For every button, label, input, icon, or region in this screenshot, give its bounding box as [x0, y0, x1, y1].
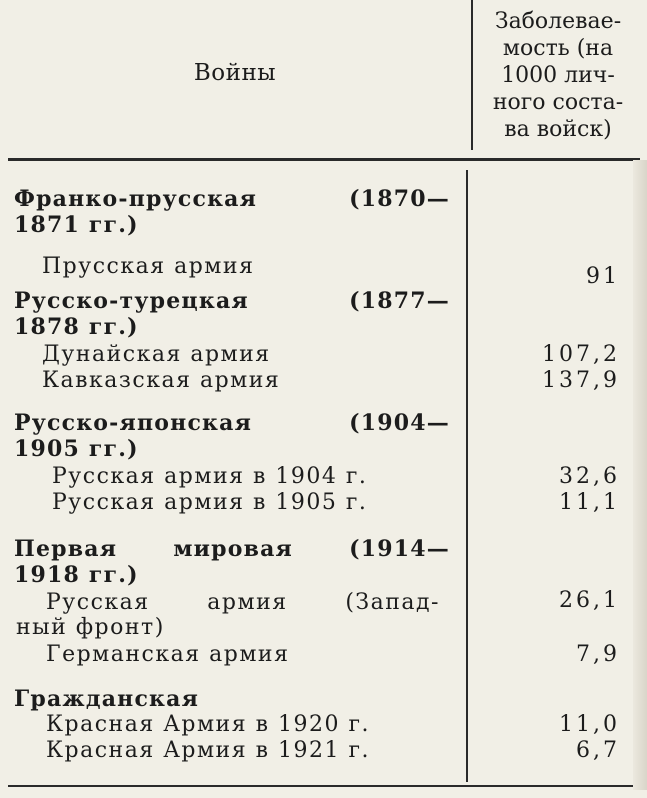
- category-title: Гражданская: [14, 686, 200, 712]
- sub-row-danube-army: Дунайская армия: [42, 342, 271, 367]
- category-world-war-one: [14, 536, 454, 588]
- sub-row-russian-army-1904: Русская армия в 1904 г.: [52, 464, 368, 489]
- header-line: ного соста-: [492, 90, 624, 115]
- header-column-divider: [471, 0, 473, 150]
- category-title-part: Первая: [14, 536, 118, 562]
- header-line: 1000 лич-: [501, 63, 615, 88]
- category-title: Франко-прусская: [14, 186, 258, 212]
- value-russian-army-1904: 32,6: [559, 464, 620, 489]
- page-edge-shadow: [633, 160, 647, 790]
- header-line: мость (на: [502, 36, 614, 61]
- header-line: Заболевае-: [494, 9, 622, 34]
- value-red-army-1920: 11,0: [559, 712, 620, 737]
- sub-row-red-army-1920: Красная Армия в 1920 г.: [46, 712, 370, 737]
- header-line: ва войск): [504, 117, 612, 142]
- category-civil-war: [14, 686, 454, 712]
- value-russian-army-1905: 11,1: [559, 490, 620, 515]
- value-danube-army: 107,2: [542, 342, 620, 367]
- category-years: (1904—: [349, 410, 450, 436]
- sub-row-text: (Запад-: [345, 590, 440, 615]
- body-column-divider: [466, 170, 468, 782]
- column-header-wars: Войны: [193, 60, 277, 86]
- category-title: Русско-японская: [14, 410, 253, 436]
- sub-row-german-army: Германская армия: [46, 642, 290, 667]
- value-prussian-army: 91: [586, 264, 620, 289]
- category-franco-prussian: [14, 186, 454, 238]
- value-red-army-1921: 6,7: [576, 738, 620, 763]
- sub-row-prussian-army: Прусская армия: [42, 254, 255, 279]
- category-title-part: мировая: [173, 536, 293, 562]
- value-caucasus-army: 137,9: [542, 368, 620, 393]
- sub-row-text: Русская: [46, 590, 150, 615]
- value-german-army: 7,9: [576, 642, 620, 667]
- sub-row-caucasus-army: Кавказская армия: [42, 368, 281, 393]
- header-rule: [8, 158, 640, 161]
- sub-row-red-army-1921: Красная Армия в 1921 г.: [46, 738, 370, 763]
- category-years: (1870—: [349, 186, 450, 212]
- sub-row-text: армия: [207, 590, 288, 615]
- column-header-morbidity: [478, 8, 638, 143]
- category-years-end: 1918 гг.): [14, 562, 139, 588]
- category-years-end: 1905 гг.): [14, 436, 139, 462]
- sub-row-text-continued: ный фронт): [16, 615, 165, 640]
- value-russian-army-western-front: 26,1: [559, 588, 620, 613]
- category-years-end: 1871 гг.): [14, 212, 139, 238]
- category-russo-japanese: [14, 410, 454, 462]
- category-russo-turkish: [14, 288, 454, 340]
- bottom-rule: [8, 785, 640, 787]
- sub-row-russian-army-western-front: [16, 590, 440, 640]
- category-years: (1914—: [349, 536, 450, 562]
- category-years-end: 1878 гг.): [14, 314, 139, 340]
- category-title: Русско-турецкая: [14, 288, 249, 314]
- sub-row-russian-army-1905: Русская армия в 1905 г.: [52, 490, 368, 515]
- category-years: (1877—: [349, 288, 450, 314]
